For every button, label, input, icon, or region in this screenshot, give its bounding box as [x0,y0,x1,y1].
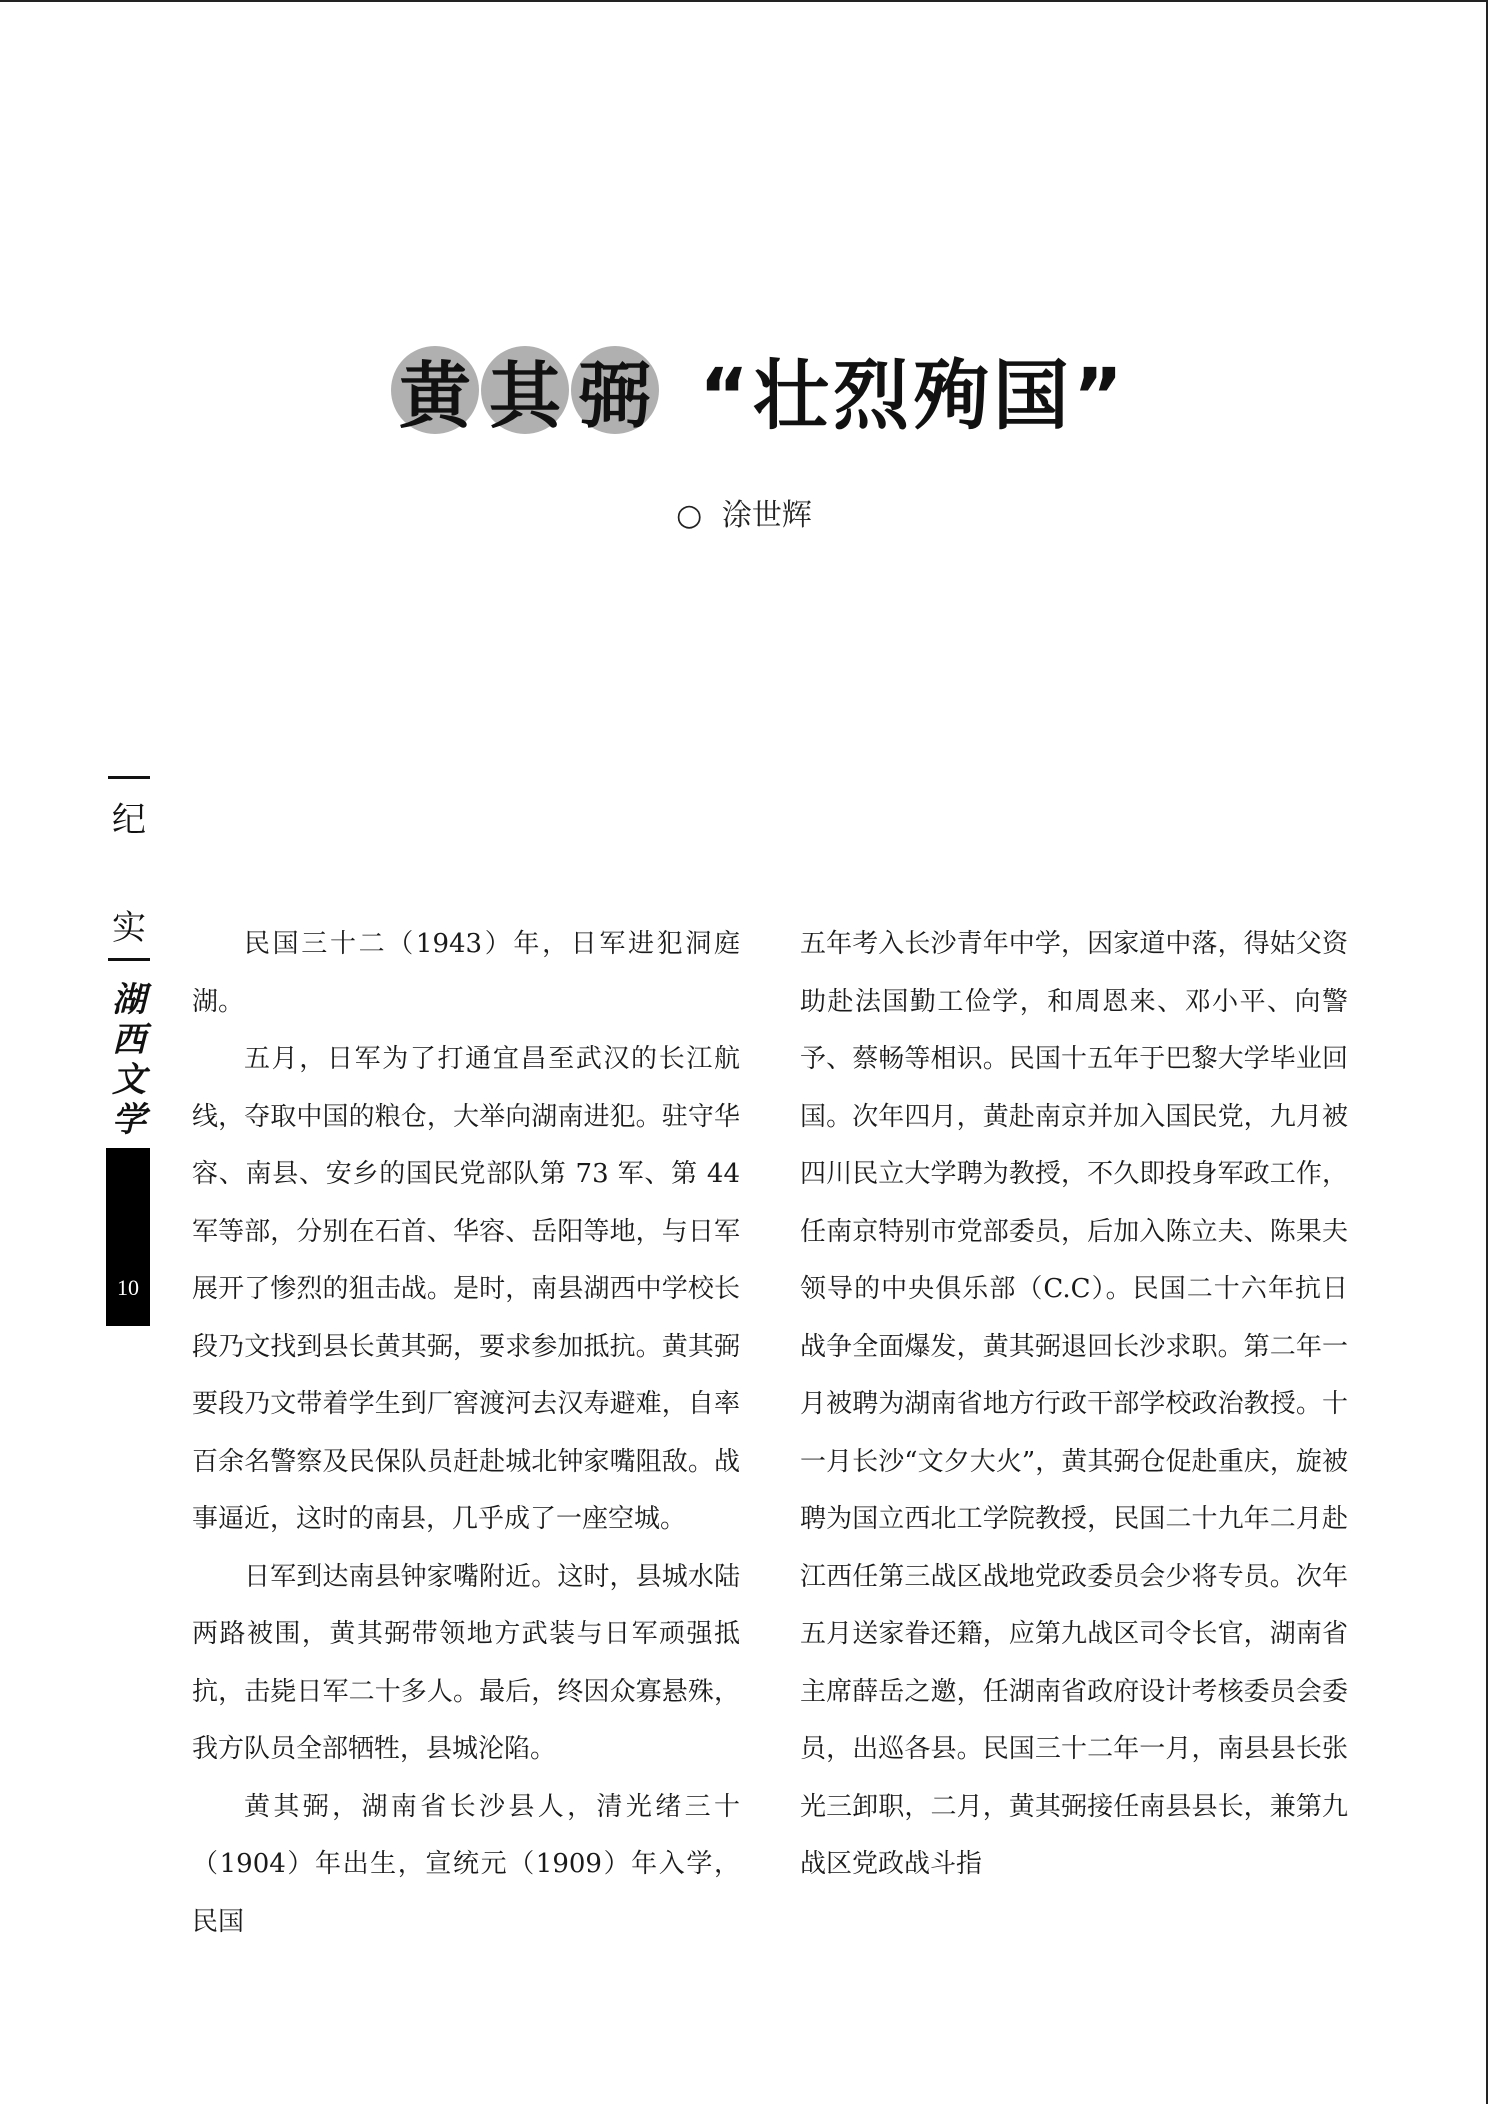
paragraph: 黄其弼，湖南省长沙县人，清光绪三十（1904）年出生，宣统元（1909）年入学，民国 [192,1791,740,1937]
title-circled-char-3: 弼 [571,346,659,434]
paragraph-continued: 五年考入长沙青年中学，因家道中落，得姑父资助赴法国勤工俭学，和周恩来、邓小平、向警予、蔡畅等相识。民国十五年于巴黎大学毕业回国。次年四月，黄赴南京并加入国民党，九月被四川民立大学聘为教授，不久即投身军政工作，任南京特别市党部委员，后加入陈立夫、陈果夫领导的中央俱乐部（C.C）。民国二十六年抗日战争全面爆发，黄其弼退回长沙求职。第二年一月被聘为湖南省地方行政干部学校政治教授。十一月长沙“文夕大火”，黄其弼仓促赴重庆，旋被聘为国立西北工学院教授，民国二十九年二月赴江西任第三战区战地党政委员会少将专员。次年五月送家眷还籍，应第九战区司令长官，湖南省主席薛岳之邀，任湖南省政府设计考核委员会委员，出巡各县。民国三十二年一月，南县县长张光三卸职，二月，黄其弼接任南县县长，兼第九战区党政战斗指 [800,929,1348,1879]
journal-char-1: 湖 [112,980,146,1020]
sidebar-rule-top [108,776,150,779]
paragraph: 日军到达南县钟家嘴附近。这时，县城水陆两路被围，黄其弼带领地方武装与日军顽强抵抗，击毙日军二十多人。最后，终因众寡悬殊，我方队员全部牺牲，县城沦陷。 [192,1561,740,1764]
journal-char-2: 西 [112,1020,146,1060]
author-byline [0,490,1488,534]
sidebar-journal-name [108,980,150,1140]
page-number: 10 [117,1275,139,1300]
sidebar-rule-bottom [108,958,150,961]
title-circled-char-2: 其 [481,346,569,434]
journal-char-3: 文 [112,1060,146,1100]
sidebar-section-char-2: 实 [112,908,146,948]
paragraph: 民国三十二（1943）年，日军进犯洞庭湖。 [192,929,740,1017]
right-column [800,916,1348,1894]
title-circled-char-1: 黄 [391,346,479,434]
author-circle-mark: ○ [676,498,703,533]
journal-char-4: 学 [112,1100,146,1140]
left-column [192,916,740,1951]
title-main-text: “壮烈殉国” [699,351,1127,440]
paragraph: 五月，日军为了打通宜昌至武汉的长江航线，夺取中国的粮仓，大举向湖南进犯。驻守华容、南县、安乡的国民党部队第 73 军、第 44 军等部，分别在石首、华容、岳阳等地，与日军展开了惨烈的狙击战。是时，南县湖西中学校长段乃文找到县长黄其弼，要求参加抵抗。黄其弼要段乃文带着学生到厂窖渡河去汉寿避难，自率百余名警察及民保队员赶赴城北钟家嘴阻敌。战事逼近，这时的南县，几乎成了一座空城。 [192,1044,740,1534]
sidebar-section-char-1: 纪 [112,800,146,840]
author-name: 涂世辉 [721,498,812,533]
article-title [0,335,1488,445]
